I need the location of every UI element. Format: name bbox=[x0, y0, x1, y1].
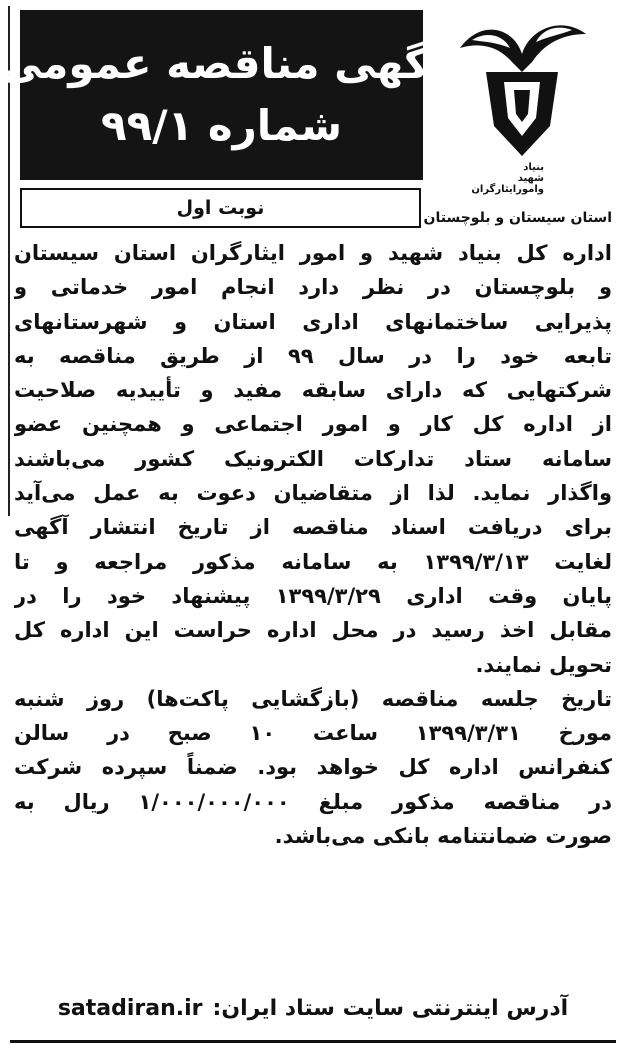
body-line: مقابل اخذ رسید در محل اداره حراست این اداره کل bbox=[14, 618, 612, 643]
logo-caption-line: بنیاد bbox=[523, 162, 544, 173]
body-line: و بلوچستان در نظر دارد انجام امور خدماتی و bbox=[14, 275, 612, 300]
body-line: تحویل نمایند. bbox=[475, 652, 612, 677]
bottom-divider bbox=[10, 1040, 616, 1043]
title-banner bbox=[0, 10, 444, 180]
body-line: از اداره کل کار و امور اجتماعی و همچنین عضو bbox=[14, 412, 612, 437]
body-line: مورخ ۱۳۹۹/۳/۳۱ ساعت ۱۰ صبح در سالن bbox=[14, 721, 612, 746]
body-line: اداره کل بنیاد شهید و امور ایثارگران استان سیستان bbox=[14, 241, 612, 265]
body-line: برای دریافت اسناد مناقصه از تاریخ انتشار آگهی bbox=[14, 515, 612, 540]
logo-block bbox=[423, 10, 618, 232]
body-line: سامانه ستاد تدارکات الکترونیک کشور می‌باشند bbox=[14, 446, 612, 471]
footer-label: آدرس اینترنتی سایت ستاد ایران: bbox=[212, 996, 569, 1021]
logo-caption-line: شهید bbox=[517, 173, 544, 184]
foundation-emblem-icon bbox=[452, 10, 592, 160]
page-title: آگهی مناقصه عمومی bbox=[0, 39, 444, 88]
body-line: کنفرانس اداره کل خواهد بود. ضمناً سپرده شرکت bbox=[14, 755, 612, 780]
body-line: در مناقصه مذکور مبلغ ۱/۰۰۰/۰۰۰/۰۰۰ ریال به bbox=[14, 789, 612, 814]
body-line: پایان وقت اداری ۱۳۹۹/۳/۲۹ پیشنهاد خود را در bbox=[14, 583, 612, 608]
body-line: واگذار نماید. لذا از متقاضیان دعوت به عمل می‌آید bbox=[14, 481, 612, 506]
body-line: شرکتهایی که دارای سابقه مفید و تأییدیه صلاحیت bbox=[14, 378, 612, 403]
body-line: صورت ضمانتنامه بانکی می‌باشد. bbox=[274, 824, 612, 849]
body-line: تابعه خود را در سال ۹۹ از طریق مناقصه به bbox=[14, 343, 612, 368]
province-label: استان سیستان و بلوچستان bbox=[423, 210, 612, 226]
publication-turn: نوبت اول bbox=[20, 188, 421, 228]
website-link[interactable]: satadiran.ir bbox=[57, 996, 203, 1021]
logo-caption-line: وامورایثارگران bbox=[471, 184, 544, 195]
logo-caption bbox=[454, 162, 544, 195]
notice-body bbox=[14, 236, 612, 853]
body-line: تاریخ جلسه مناقصه (بازگشایی پاکت‌ها) روز شنبه bbox=[14, 686, 612, 711]
footer-address bbox=[14, 996, 612, 1021]
body-line: لغایت ۱۳۹۹/۳/۱۳ به سامانه مذکور مراجعه و تا bbox=[14, 549, 612, 574]
tender-number: شماره ۹۹/۱ bbox=[100, 101, 343, 150]
body-line: پذیرایی ساختمانهای اداری استان و شهرستانهای bbox=[14, 309, 612, 334]
